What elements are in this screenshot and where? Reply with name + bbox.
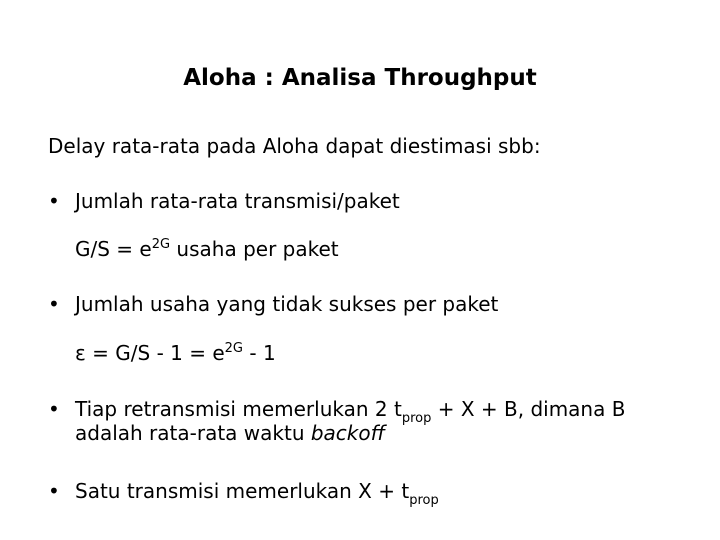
formula-exponent: 2G xyxy=(151,237,171,252)
bullet-marker: • xyxy=(48,189,60,213)
bullet-continuation xyxy=(75,421,385,445)
subscript-prop: prop xyxy=(409,493,439,508)
bullet-text-before-subscript: Tiap retransmisi memerlukan 2 t xyxy=(75,397,402,421)
bullet-text-before-subscript: Satu transmisi memerlukan X + t xyxy=(75,479,410,503)
bullet-text xyxy=(75,479,439,508)
subscript-prop: prop xyxy=(401,411,432,426)
formula-transmissions-per-packet xyxy=(75,235,339,263)
bullet-text-after-subscript: + X + B, dimana B xyxy=(431,397,626,421)
formula-suffix: - 1 xyxy=(243,341,276,365)
bullet-text xyxy=(75,397,626,426)
continuation-text: adalah rata-rata waktu xyxy=(75,421,311,445)
bullet-marker: • xyxy=(48,397,60,421)
formula-unsuccessful-attempts xyxy=(75,339,276,367)
formula-prefix: G/S = e xyxy=(75,237,152,261)
slide-title: Aloha : Analisa Throughput xyxy=(183,65,537,91)
continuation-italic-term: backoff xyxy=(310,421,386,445)
formula-prefix: ε = G/S - 1 = e xyxy=(75,341,225,365)
bullet-text: Jumlah usaha yang tidak sukses per paket xyxy=(75,292,499,316)
bullet-marker: • xyxy=(48,292,60,316)
bullet-text: Jumlah rata-rata transmisi/paket xyxy=(75,189,400,213)
bullet-marker: • xyxy=(48,479,60,503)
formula-suffix: usaha per paket xyxy=(170,237,339,261)
intro-text: Delay rata-rata pada Aloha dapat diestimasi sbb: xyxy=(48,134,541,158)
formula-exponent: 2G xyxy=(224,341,244,356)
